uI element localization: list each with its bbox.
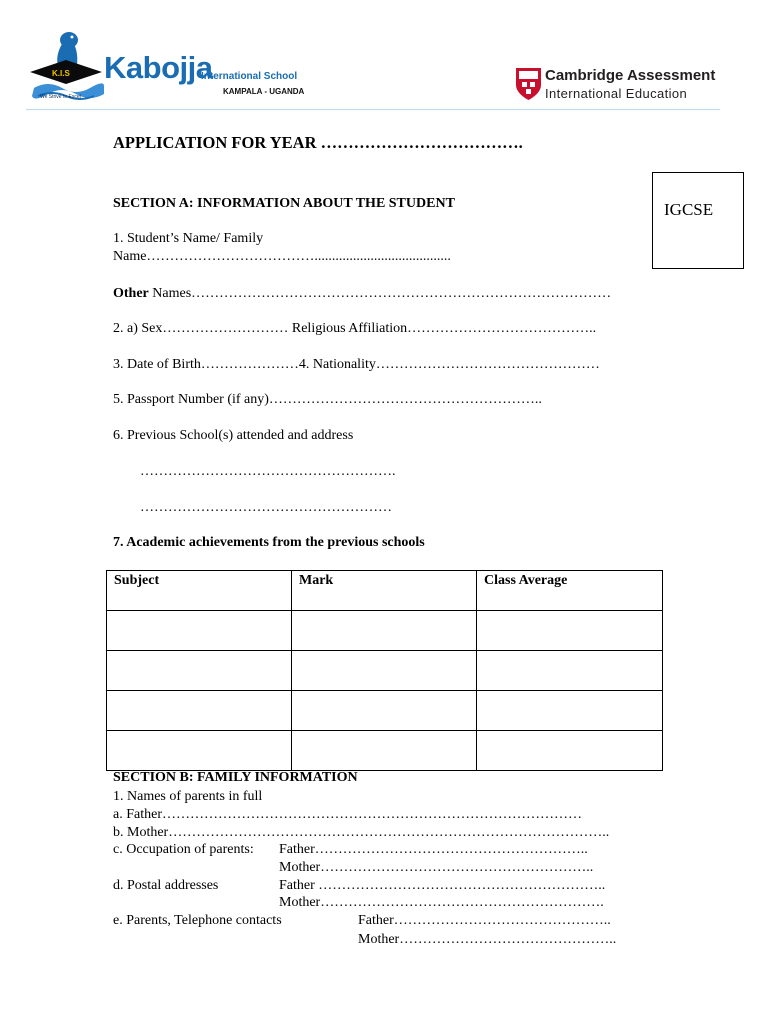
previous-school-line-1[interactable]: ……………………………………………….: [140, 464, 396, 479]
parents-names-label: 1. Names of parents in full: [113, 789, 263, 804]
postal-label: d. Postal addresses: [113, 878, 219, 893]
passport-field[interactable]: 5. Passport Number (if any)…………………………………………………..: [113, 392, 542, 407]
col-class-average: Class Average: [477, 571, 663, 611]
sex-religion-field[interactable]: 2. a) Sex……………………… Religious Affiliation…………………………………..: [113, 321, 597, 336]
col-subject: Subject: [107, 571, 292, 611]
logo-badge-text: K.I.S: [52, 69, 70, 78]
dob-nationality-field[interactable]: 3. Date of Birth…………………4. Nationality…………………………………………: [113, 357, 600, 372]
col-mark: Mark: [292, 571, 477, 611]
other-names-rest: Names………………………………………………………………………………: [148, 286, 612, 301]
school-motto: We Strive to Excel: [40, 94, 81, 100]
achievements-heading: 7. Academic achievements from the previous schools: [113, 535, 425, 550]
program-label: IGCSE: [664, 200, 714, 219]
school-name: Kabojja: [104, 50, 213, 85]
achievements-table: [106, 570, 663, 771]
table-cell[interactable]: [477, 731, 663, 771]
phone-mother-field[interactable]: Mother………………………………………..: [358, 932, 617, 947]
table-row: [107, 651, 663, 691]
table-cell[interactable]: [107, 611, 292, 651]
table-cell[interactable]: [477, 691, 663, 731]
student-name-field[interactable]: Name……………………………….......................................: [113, 249, 451, 264]
partner-subtitle: International Education: [545, 86, 688, 101]
partner-title: Cambridge Assessment: [545, 67, 716, 84]
section-b-heading: SECTION B: FAMILY INFORMATION: [113, 770, 358, 785]
school-location: KAMPALA - UGANDA: [223, 87, 305, 96]
table-cell[interactable]: [477, 651, 663, 691]
header-divider: [26, 109, 720, 110]
table-cell[interactable]: [292, 691, 477, 731]
program-box: [652, 172, 744, 269]
postal-father-field[interactable]: Father ……………………………………………………..: [279, 878, 606, 893]
other-names-field[interactable]: [113, 286, 611, 302]
occupation-label: c. Occupation of parents:: [113, 842, 254, 857]
postal-mother-field[interactable]: Mother…………………………………………………….: [279, 895, 604, 910]
student-name-label: 1. Student’s Name/ Family: [113, 231, 264, 246]
table-row: [107, 731, 663, 771]
table-cell[interactable]: [292, 731, 477, 771]
table-cell[interactable]: [292, 651, 477, 691]
section-a-heading: SECTION A: INFORMATION ABOUT THE STUDENT: [113, 196, 455, 211]
table-cell[interactable]: [292, 611, 477, 651]
phone-label: e. Parents, Telephone contacts: [113, 913, 282, 928]
previous-school-label: 6. Previous School(s) attended and address: [113, 428, 354, 443]
occupation-father-field[interactable]: Father…………………………………………………..: [279, 842, 588, 857]
phone-father-field[interactable]: Father………………………………………..: [358, 913, 611, 928]
table-cell[interactable]: [477, 611, 663, 651]
table-row: [107, 611, 663, 651]
school-subtitle: International School: [201, 71, 298, 82]
cambridge-shield-icon: [515, 67, 542, 101]
other-names-bold: Other: [113, 286, 149, 301]
table-cell[interactable]: [107, 731, 292, 771]
table-cell[interactable]: [107, 691, 292, 731]
previous-school-line-2[interactable]: ………………………………………………: [140, 500, 392, 515]
table-row: [107, 691, 663, 731]
table-cell[interactable]: [107, 651, 292, 691]
occupation-mother-field[interactable]: Mother…………………………………………………..: [279, 860, 594, 875]
table-header-row: [107, 571, 663, 611]
form-title: APPLICATION FOR YEAR ……………………………….: [113, 133, 523, 152]
father-name-field[interactable]: a. Father………………………………………………………………………………: [113, 807, 582, 822]
mother-name-field[interactable]: b. Mother…………………………………………………………………………………..: [113, 825, 610, 840]
